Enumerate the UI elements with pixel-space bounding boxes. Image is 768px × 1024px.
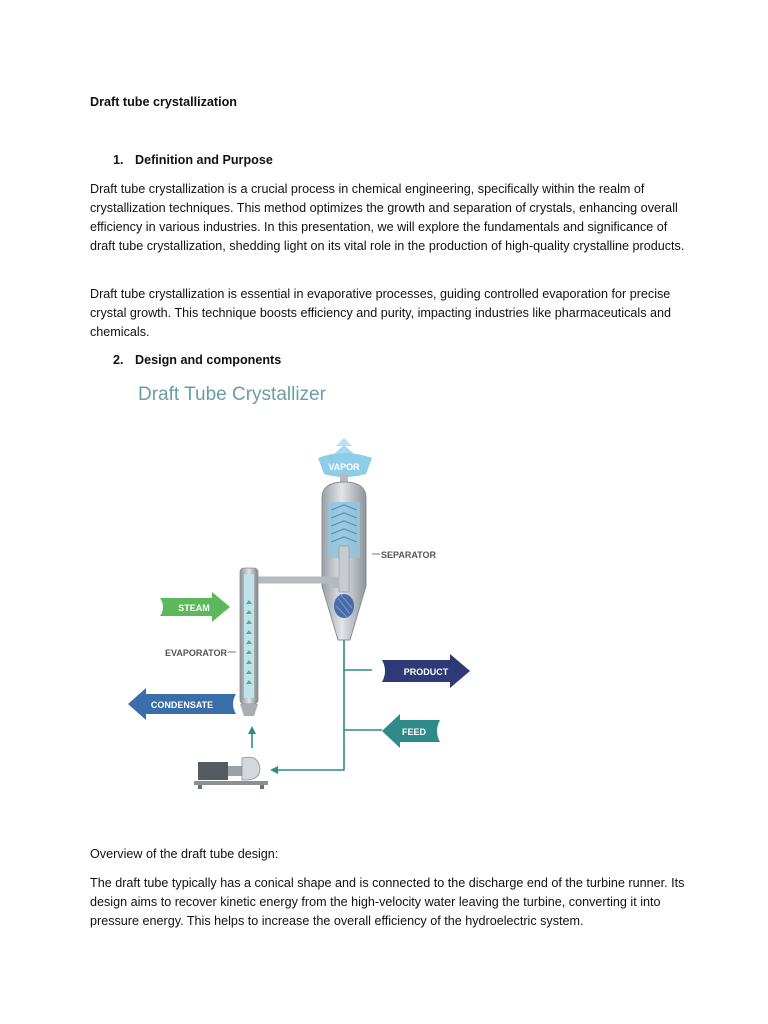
separator-vessel: [322, 482, 437, 640]
vapor-label: VAPOR: [328, 462, 360, 472]
steam-label: STEAM: [178, 603, 210, 613]
evaporator: [165, 568, 258, 716]
separator-label: SEPARATOR: [381, 550, 437, 560]
paragraph-draft-tube-design: The draft tube typically has a conical shape and is connected to the discharge end of the turbine runner. Its design aims to recover kinetic energy from the high-velocity water leaving the turbine, converting it into pressure energy. This helps to increase the overall efficiency of the hydroelectric system.: [90, 876, 685, 928]
steam-arrow: [160, 592, 230, 622]
section-heading-text: Design and components: [135, 353, 282, 367]
pump: [194, 757, 268, 789]
paragraph-definition: Draft tube crystallization is a crucial process in chemical engineering, specifically within the realm of crystallization techniques. This method optimizes the growth and separation of crystals, enhancing overall efficiency in various industries. In this presentation, we will explore the fundamentals and significance of draft tube crystallization, shedding light on its vital role in the production of high-quality crystalline products.: [90, 182, 685, 253]
document-title: Draft tube crystallization: [90, 95, 237, 109]
feed-label: FEED: [401, 727, 427, 737]
condensate-arrow: [128, 688, 236, 720]
vapor-indicator: [318, 438, 372, 484]
figure-title: Draft Tube Crystallizer: [138, 384, 326, 405]
product-label: PRODUCT: [403, 667, 449, 677]
section-number: 2.: [113, 353, 124, 367]
condensate-label: CONDENSATE: [150, 700, 214, 710]
paragraph-evaporative: Draft tube crystallization is essential in evaporative processes, guiding controlled evaporation for precise crystal growth. This technique boosts efficiency and purity, impacting industries like pharmaceuticals and chemicals.: [90, 287, 672, 339]
crystallizer-diagram: [110, 378, 510, 803]
section-number: 1.: [113, 153, 124, 167]
section-heading-definition: [113, 151, 273, 170]
paragraph-overview: Overview of the draft tube design:: [90, 847, 279, 861]
section-heading-design: [113, 351, 281, 370]
evaporator-label: EVAPORATOR: [164, 648, 227, 658]
section-heading-text: Definition and Purpose: [135, 153, 273, 167]
feed-arrow: [382, 714, 440, 748]
piping: [252, 640, 382, 770]
product-arrow: [382, 654, 470, 688]
